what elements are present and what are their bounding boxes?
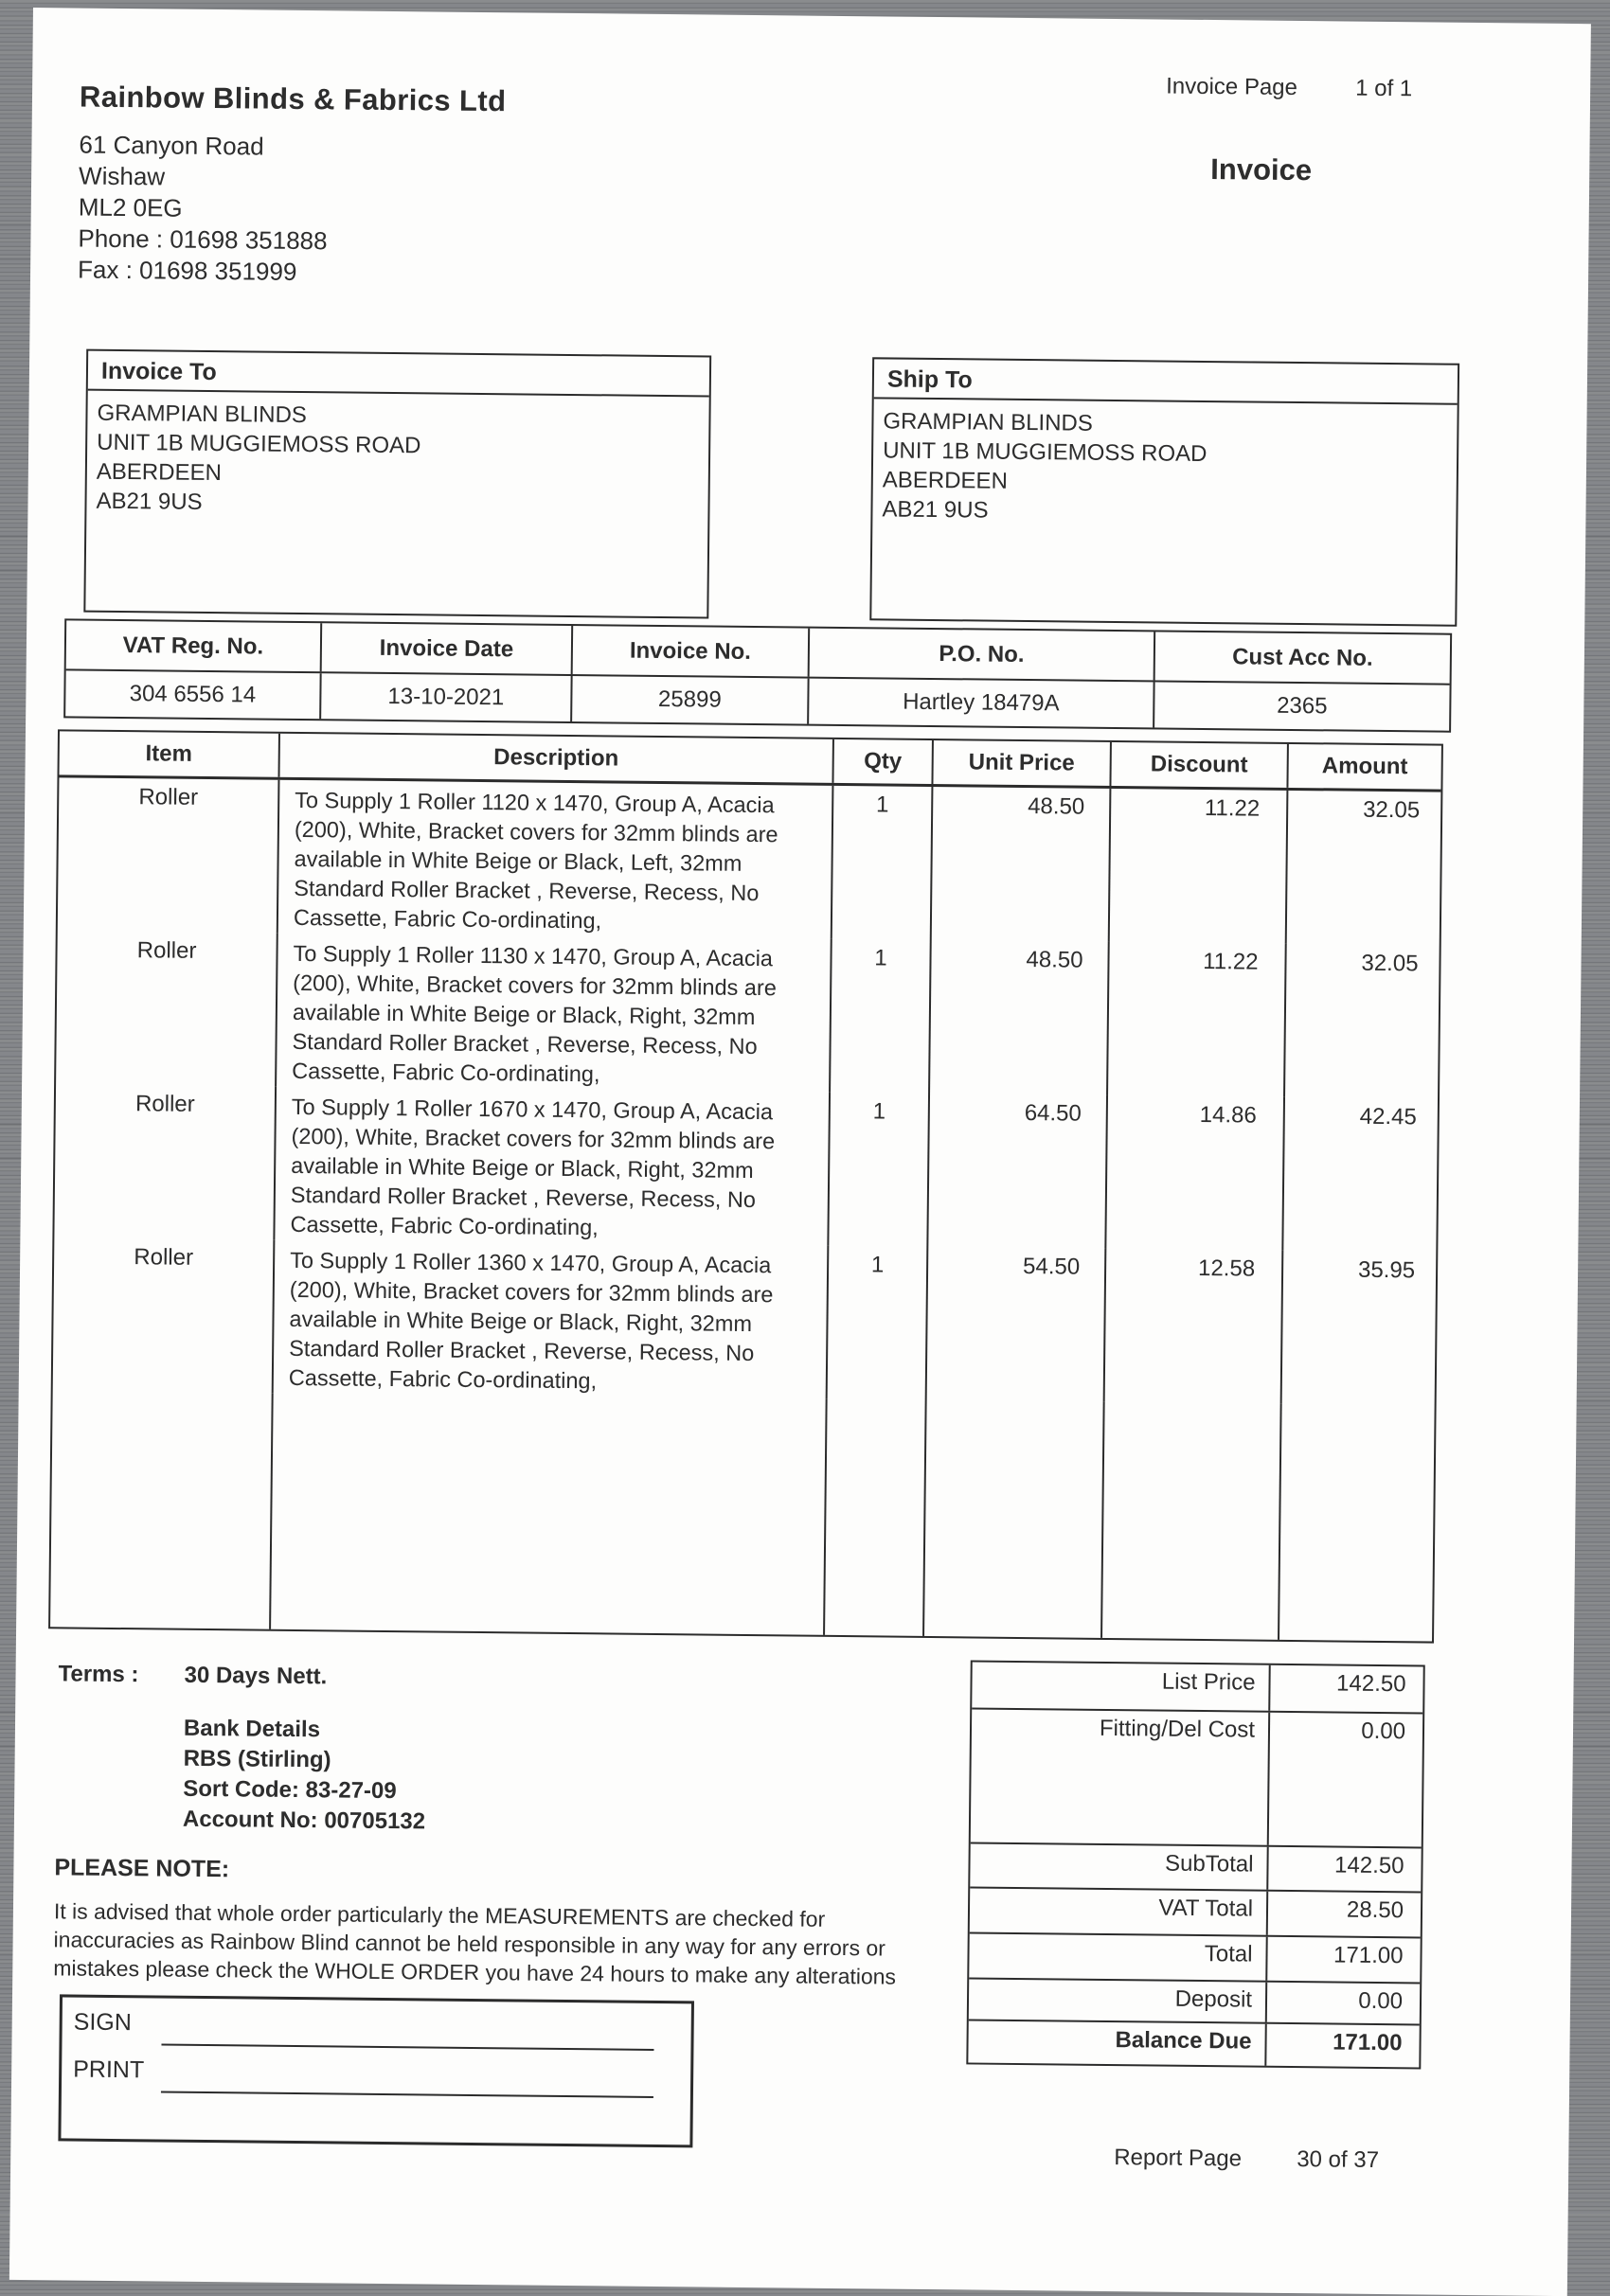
sign-line (161, 2044, 653, 2051)
invoice-to-box (83, 349, 711, 619)
item-amount: 42.45 (1359, 1103, 1417, 1130)
sign-label: SIGN (73, 2008, 132, 2037)
items-empty-space (50, 1391, 1435, 1641)
total-label: VAT Total (970, 1888, 1268, 1934)
invoice-to-line: UNIT 1B MUGGIEMOSS ROAD (97, 429, 421, 459)
invoice-to-line: GRAMPIAN BLINDS (97, 400, 308, 429)
line-items-table (48, 729, 1443, 1643)
items-header-amount: Amount (1321, 753, 1408, 780)
item-unit-price: 64.50 (928, 1094, 1108, 1249)
please-note-title: PLEASE NOTE: (54, 1854, 230, 1883)
item-unit-price: 48.50 (930, 940, 1110, 1095)
total-row-fitting-cost (971, 1707, 1422, 1846)
items-header-discount: Discount (1111, 742, 1288, 788)
table-row (54, 1084, 1438, 1252)
bank-details-title: Bank Details (183, 1715, 321, 1743)
total-row-subtotal (970, 1842, 1421, 1891)
meta-header-account: Cust Acc No. (1232, 643, 1373, 671)
ship-to-title: Ship To (874, 359, 1458, 404)
terms-label: Terms : (58, 1661, 139, 1688)
item-description: To Supply 1 Roller 1130 x 1470, Group A, Acacia (200), White, Bracket covers for 32mm blinds are available in White Beige or Black, Right, 32mm Standard Roller Bracket , Reverse, Recess, No Cassette, Fabric Co-ordinating, (277, 934, 832, 1093)
meta-header-date: Invoice Date (322, 623, 574, 674)
item-name: Roller (53, 1237, 276, 1393)
ship-to-line: AB21 9US (882, 496, 989, 524)
item-discount: 12.58 (1105, 1249, 1284, 1404)
company-fax: Fax : 01698 351999 (77, 255, 297, 286)
company-address-line: Wishaw (78, 161, 166, 191)
bank-account-no: Account No: 00705132 (182, 1806, 426, 1835)
total-label: Deposit (969, 1979, 1267, 2021)
total-value: 142.50 (1335, 1670, 1406, 1698)
company-address-line: 61 Canyon Road (79, 130, 264, 161)
total-row-total (969, 1931, 1420, 1982)
item-description: To Supply 1 Roller 1360 x 1470, Group A, Acacia (200), White, Bracket covers for 32mm blinds are available in White Beige or Black, Right, 32mm Standard Roller Bracket , Reverse, Recess, No Cassette, Fabric Co-ordinating, (274, 1240, 830, 1399)
ship-to-line: ABERDEEN (882, 467, 1009, 494)
invoice-to-title: Invoice To (88, 351, 709, 398)
company-address-line: ML2 0EG (78, 192, 183, 222)
total-label: Fitting/Del Cost (971, 1709, 1270, 1844)
total-label: Total (969, 1933, 1267, 1980)
item-unit-price: 54.50 (927, 1247, 1107, 1402)
total-row-balance-due (968, 2019, 1419, 2067)
table-row (58, 777, 1441, 945)
print-label: PRINT (73, 2056, 145, 2084)
item-discount: 14.86 (1106, 1095, 1285, 1251)
meta-value-po: Hartley 18479A (809, 679, 1154, 728)
document-title: Invoice (1210, 152, 1313, 187)
items-header-item: Item (60, 731, 280, 776)
invoice-to-line: AB21 9US (96, 488, 203, 515)
ship-to-box (869, 357, 1459, 626)
item-amount: 35.95 (1357, 1256, 1416, 1284)
signature-box (58, 1994, 694, 2147)
item-qty: 1 (831, 939, 932, 1094)
total-row-list-price (972, 1662, 1422, 1712)
item-name: Roller (56, 931, 278, 1086)
bank-details (183, 1714, 426, 1838)
item-qty: 1 (828, 1246, 929, 1400)
total-row-deposit (969, 1977, 1420, 2023)
company-name: Rainbow Blinds & Fabrics Ltd (79, 80, 507, 118)
table-row (56, 931, 1440, 1098)
ship-to-line: GRAMPIAN BLINDS (883, 408, 1093, 436)
item-amount: 32.05 (1361, 950, 1419, 977)
item-name: Roller (58, 777, 280, 933)
report-page-value: 30 of 37 (1297, 2146, 1380, 2174)
item-qty: 1 (829, 1093, 930, 1247)
meta-value-number: 25899 (572, 676, 809, 724)
ship-to-line: UNIT 1B MUGGIEMOSS ROAD (883, 437, 1208, 468)
invoice-to-address (86, 391, 708, 523)
meta-header-number: Invoice No. (573, 626, 811, 677)
item-discount: 11.22 (1108, 942, 1287, 1097)
bank-sort-code: Sort Code: 83-27-09 (183, 1775, 397, 1805)
items-header-unit-price: Unit Price (933, 740, 1111, 786)
invoice-meta-table (63, 618, 1452, 732)
total-value: 171.00 (1333, 2029, 1403, 2056)
invoice-page-label: Invoice Page (1166, 73, 1298, 100)
meta-value-date: 13-10-2021 (321, 673, 572, 721)
meta-value-account: 2365 (1277, 692, 1328, 720)
total-value: 28.50 (1346, 1896, 1404, 1924)
invoice-to-line: ABERDEEN (96, 458, 223, 487)
terms-value: 30 Days Nett. (184, 1662, 328, 1690)
please-note-body: It is advised that whole order particularly the MEASUREMENTS are checked for inaccuracies as Rainbow Blind cannot be held responsible in any way for any errors or mistakes please check the WHOLE ORDER you have 24 hours to make any alterations (53, 1898, 897, 1989)
total-label: List Price (972, 1662, 1270, 1710)
invoice-page (9, 8, 1591, 2296)
total-row-vat (970, 1886, 1421, 1936)
company-phone: Phone : 01698 351888 (78, 223, 328, 256)
company-address (78, 130, 329, 289)
bank-name: RBS (Stirling) (183, 1745, 331, 1773)
total-value: 0.00 (1361, 1718, 1406, 1745)
item-qty: 1 (832, 786, 934, 940)
table-row (53, 1237, 1437, 1405)
item-discount: 11.22 (1110, 789, 1289, 944)
total-value: 142.50 (1333, 1852, 1404, 1879)
items-header-qty: Qty (833, 739, 933, 784)
item-name: Roller (54, 1084, 277, 1239)
item-amount: 32.05 (1363, 796, 1421, 824)
ship-to-address (872, 399, 1457, 529)
item-unit-price: 48.50 (932, 787, 1112, 942)
item-description: To Supply 1 Roller 1120 x 1470, Group A, Acacia (200), White, Bracket covers for 32mm blinds are available in White Beige or Black, Left, 32mm Standard Roller Bracket , Reverse, Recess, No Cassette, Fabric Co-ordinating, (278, 780, 834, 939)
meta-header-vat: VAT Reg. No. (66, 620, 323, 671)
total-label: SubTotal (970, 1843, 1268, 1889)
item-description: To Supply 1 Roller 1670 x 1470, Group A, Acacia (200), White, Bracket covers for 32mm blinds are available in White Beige or Black, Right, 32mm Standard Roller Bracket , Reverse, Recess, No Cassette, Fabric Co-ordinating, (275, 1087, 831, 1246)
total-value: 171.00 (1333, 1942, 1404, 1969)
total-label: Balance Due (968, 2020, 1266, 2065)
meta-header-po: P.O. No. (810, 629, 1156, 681)
items-header-description: Description (280, 734, 834, 783)
invoice-page-value: 1 of 1 (1355, 75, 1413, 102)
print-line (161, 2091, 653, 2098)
report-page-label: Report Page (1114, 2145, 1243, 2172)
meta-value-vat: 304 6556 14 (65, 670, 321, 719)
total-value: 0.00 (1358, 1987, 1404, 2015)
totals-box (966, 1660, 1424, 2069)
